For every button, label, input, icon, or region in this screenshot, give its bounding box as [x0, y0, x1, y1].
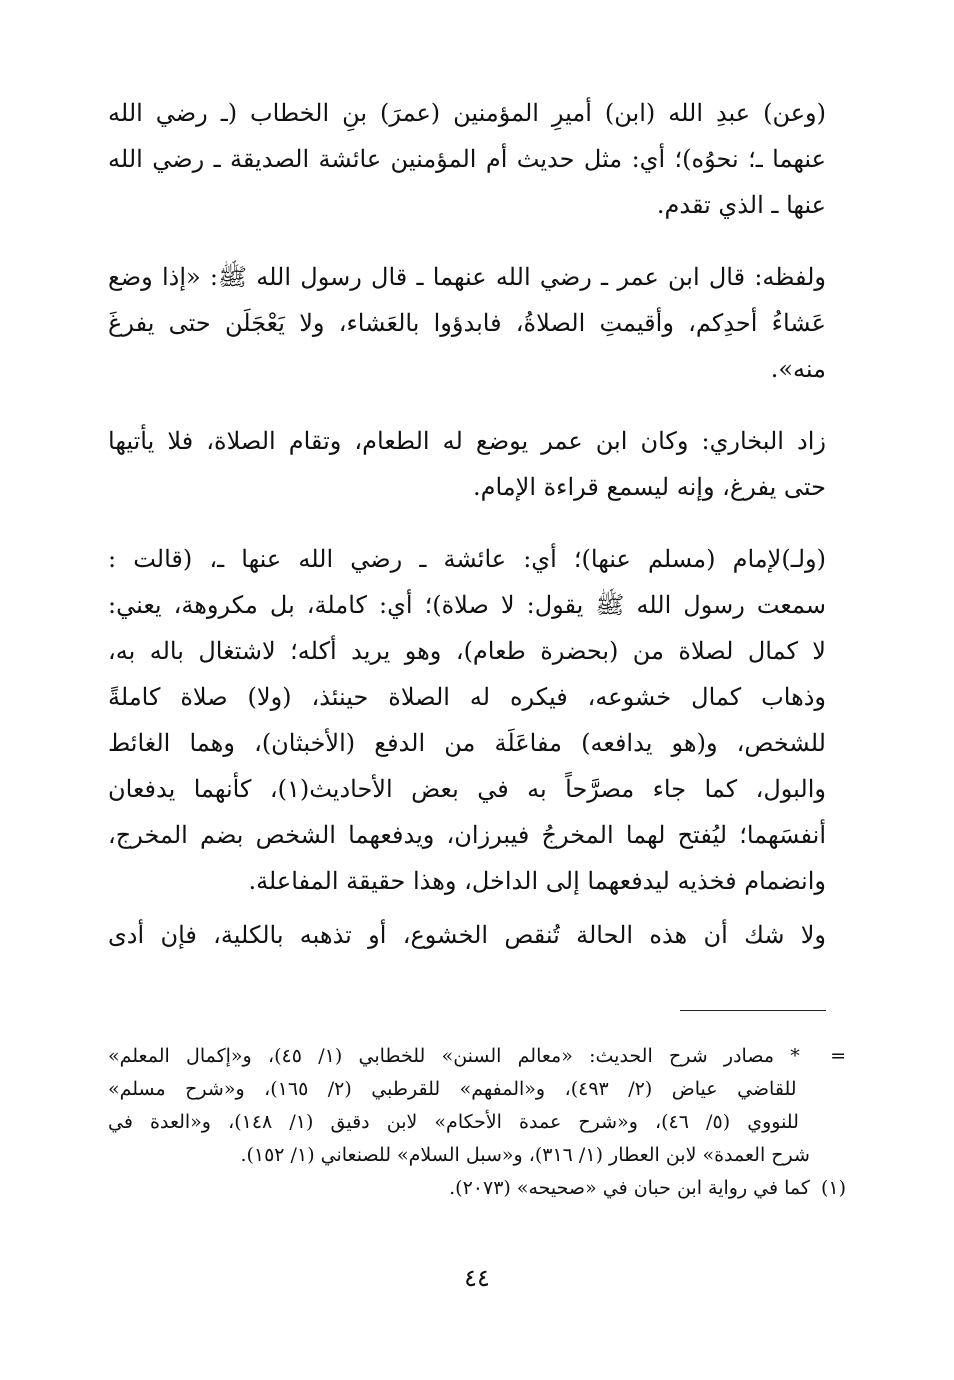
footnote-divider [680, 1010, 826, 1011]
text-line: والبول، كما جاء مصرَّحاً به في بعض الأحاديث(١)، كأنهما يدفعان [108, 775, 826, 803]
footnote-line [108, 1106, 846, 1139]
text-line: سمعت رسول الله ﷺ يقول: لا صلاة)؛ أي: كاملة، بل مكروهة، يعني: [108, 591, 826, 619]
text-line: منه». [770, 355, 826, 383]
text-line: وانضمام فخذيه ليدفعهما إلى الداخل، وهذا حقيقة المفاعلة. [248, 867, 826, 895]
text-line: وذهاب كمال خشوعه، فيكره له الصلاة حينئذ، (ولا) صلاة كاملةً [108, 683, 826, 711]
footnote-number: (١) [820, 1177, 846, 1199]
text-line: (وعن) عبدِ الله (ابن) أميرِ المؤمنين (عمرَ) بنِ الخطاب (ـ رضي الله [108, 99, 826, 127]
paragraph [108, 254, 826, 392]
continuation-marker: = [830, 1045, 846, 1067]
body-text [108, 90, 826, 958]
footnote-text: للنووي (٥/ ٤٦)، و«شرح عمدة الأحكام» لابن دقيق (١/ ١٤٨)، و«العدة في [108, 1111, 799, 1133]
text-line: عنهما ـ؛ نحوُه)؛ أي: مثل حديث أم المؤمنين عائشة الصديقة ـ رضي الله [108, 145, 826, 173]
text-line: زاد البخاري: وكان ابن عمر يوضع له الطعام، وتقام الصلاة، فلا يأتيها [108, 427, 826, 455]
text-line: ولا شك أن هذه الحالة تُنقص الخشوع، أو تذهبه بالكلية، فإن أدى [108, 921, 826, 949]
footnote-line [108, 1139, 846, 1172]
footnote-text: شرح العمدة» لابن العطار (١/ ٣١٦)، و«سبل السلام» للصنعاني (١/ ١٥٢). [240, 1144, 810, 1166]
footnote-text: * مصادر شرح الحديث: «معالم السنن» للخطابي (١/ ٤٥)، و«إكمال المعلم» [108, 1045, 800, 1067]
footnote-text: كما في رواية ابن حبان في «صحيحه» (٢٠٧٣). [449, 1177, 810, 1199]
text-line: حتى يفرغ، وإنه ليسمع قراءة الإمام. [472, 473, 826, 501]
paragraph [108, 418, 826, 510]
page-number: ٤٤ [464, 1264, 490, 1292]
footnote-line [108, 1073, 846, 1106]
footnote-text: للقاضي عياض (٢/ ٤٩٣)، و«المفهم» للقرطبي (٢/ ١٦٥)، و«شرح مسلم» [108, 1078, 797, 1100]
footnote-line [108, 1040, 846, 1073]
text-line: للشخص، و(هو يدافعه) مفاعَلَة من الدفع (الأخبثان)، وهما الغائط [108, 729, 826, 757]
paragraph [108, 912, 826, 958]
text-line: ولفظه: قال ابن عمر ـ رضي الله عنهما ـ قال رسول الله ﷺ: «إذا وضع [108, 263, 826, 291]
footnote-line [108, 1172, 846, 1205]
paragraph [108, 536, 826, 904]
text-line: أنفسَهما؛ ليُفتح لهما المخرجُ فيبرزان، ويدفعهما الشخص بضم المخرج، [108, 821, 826, 849]
footnotes [108, 1040, 846, 1205]
text-line: (ولـ)لإمام (مسلم عنها)؛ أي: عائشة ـ رضي الله عنها ـ، (قالت : [108, 545, 826, 573]
paragraph [108, 90, 826, 228]
text-line: لا كمال لصلاة من (بحضرة طعام)، وهو يريد أكله؛ لاشتغال باله به، [108, 637, 826, 665]
text-line: عَشاءُ أحدِكم، وأقيمتِ الصلاةُ، فابدؤوا بالعَشاء، ولا يَعْجَلَن حتى يفرغَ [108, 309, 826, 337]
text-line: عنها ـ الذي تقدم. [656, 191, 826, 219]
